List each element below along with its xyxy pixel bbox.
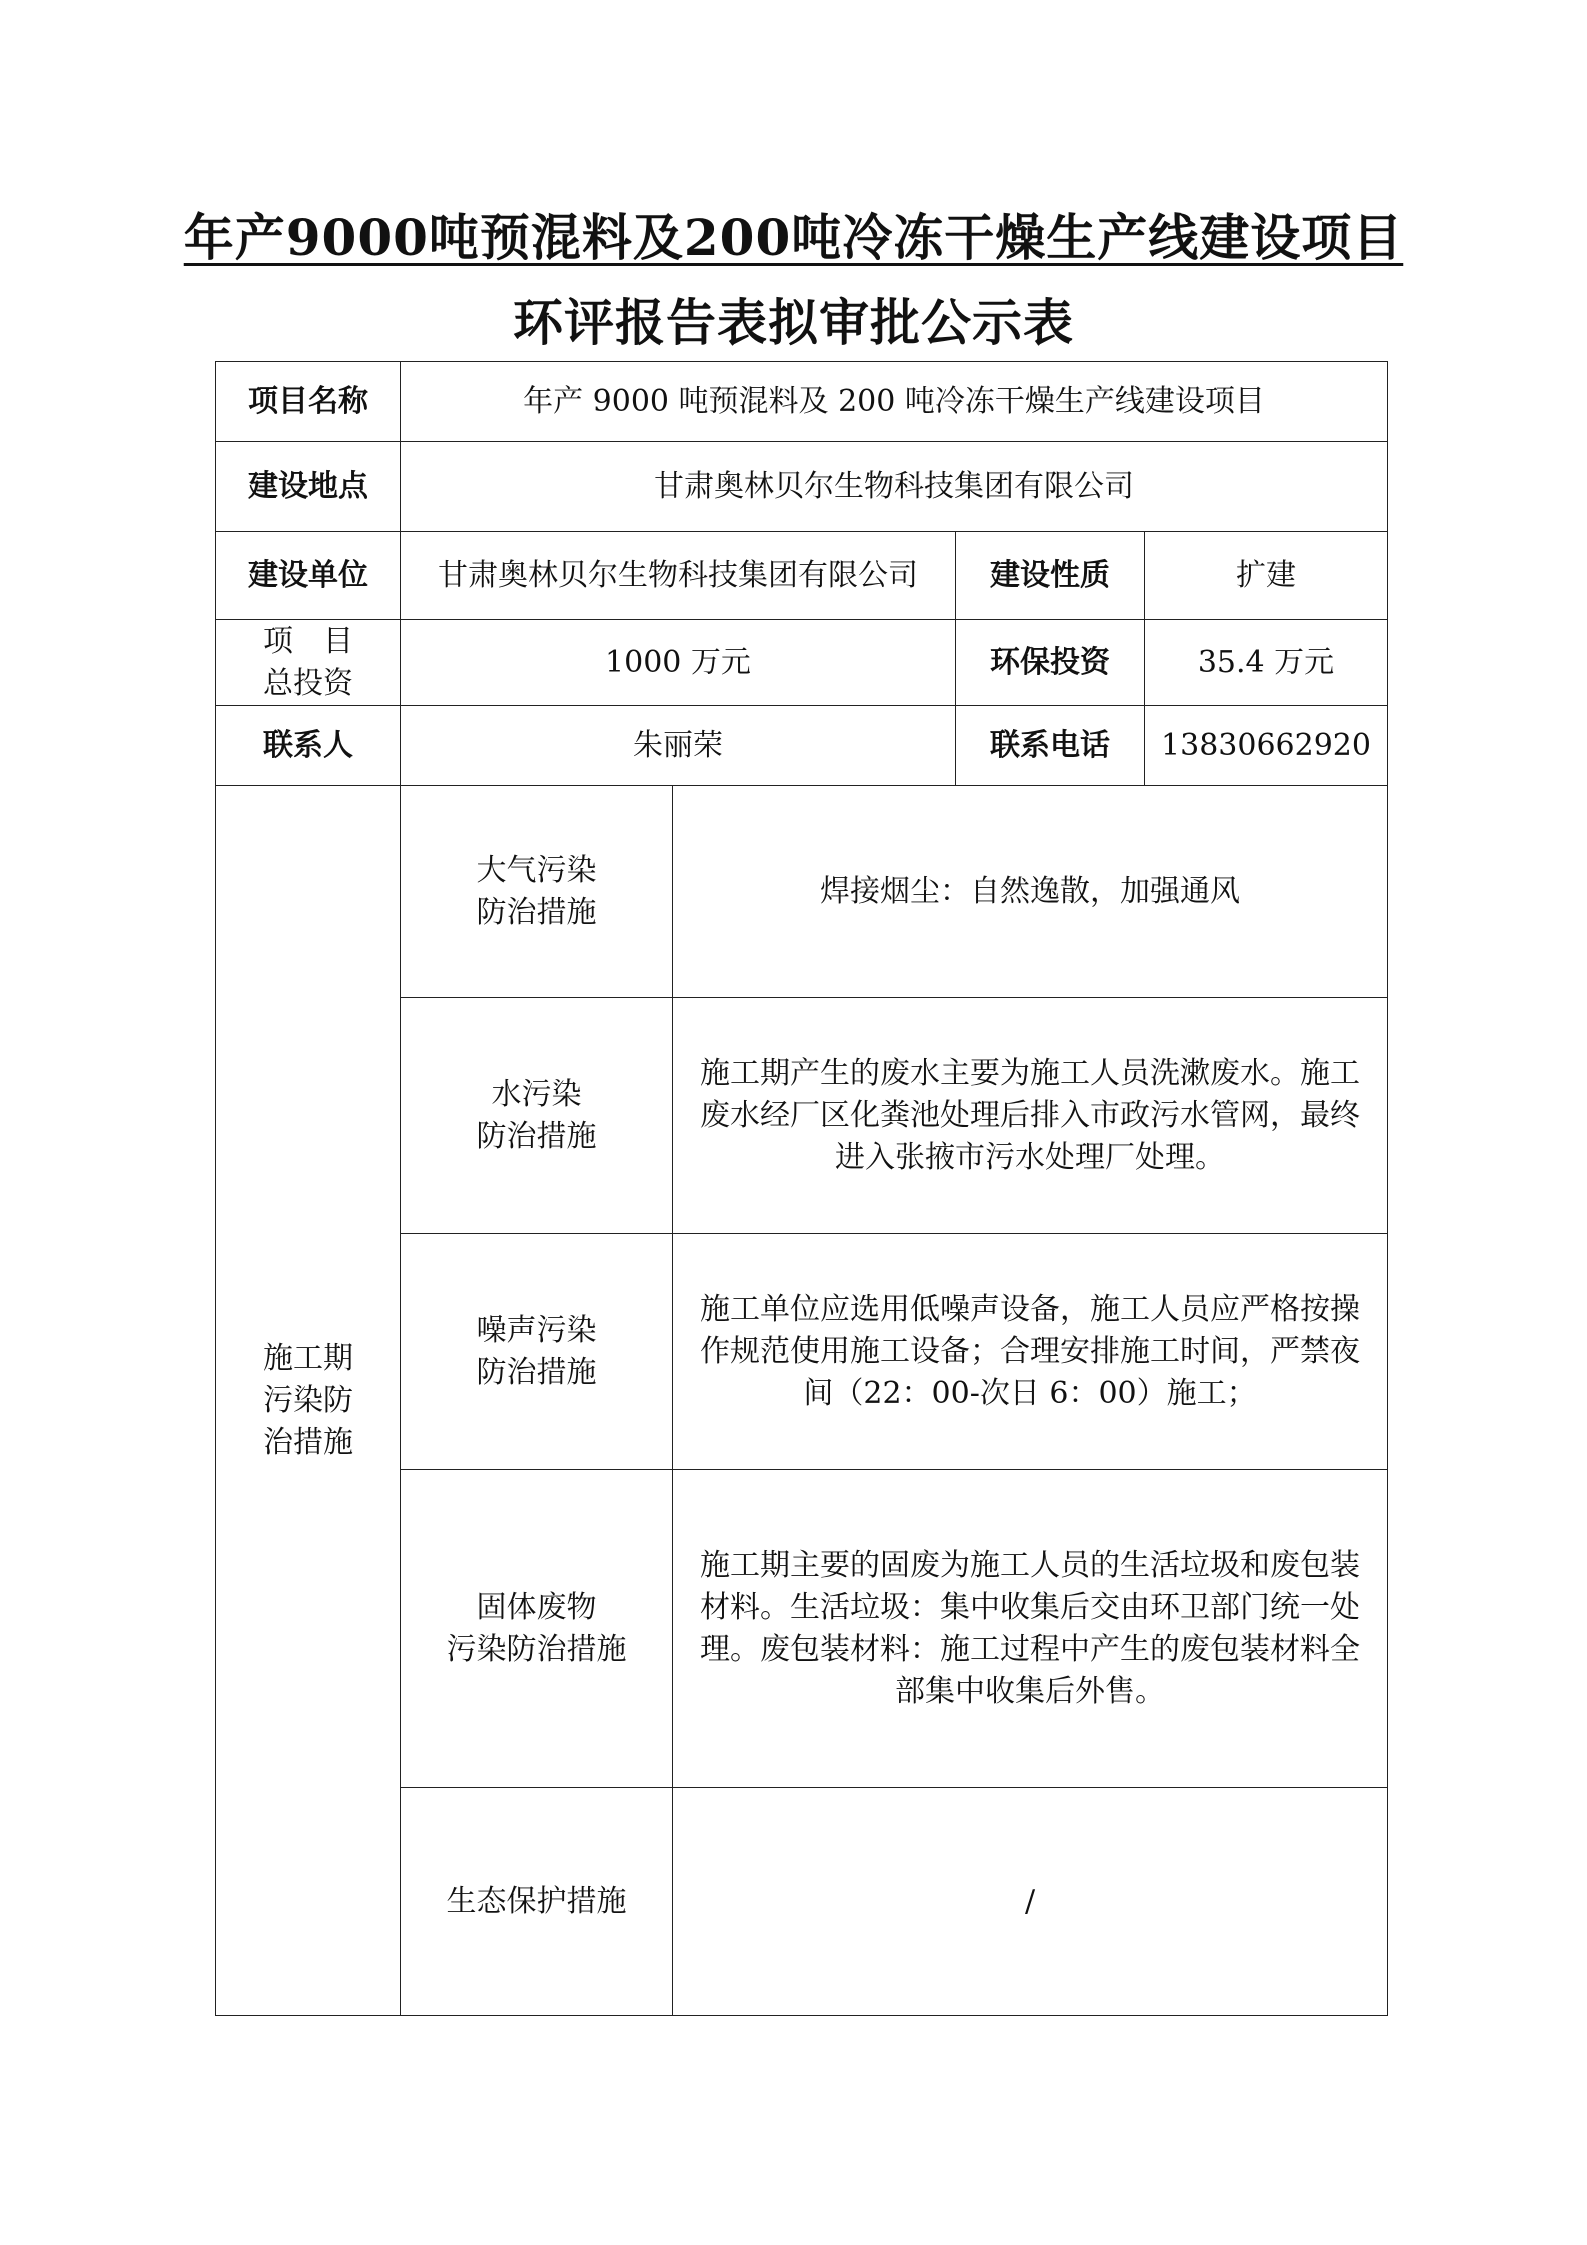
ecology-label-line1: 生态保护措施 [446, 1883, 627, 1919]
air-measure-text: 焊接烟尘：自然逸散，加强通风 [673, 786, 1388, 998]
water-label-line2: 防治措施 [476, 1118, 597, 1154]
solid-waste-measure-label [401, 1470, 673, 1788]
location-label: 建设地点 [216, 442, 401, 532]
table-row [216, 362, 1388, 442]
phone-value: 13830662920 [1145, 706, 1388, 786]
contact-value: 朱丽荣 [401, 706, 956, 786]
air-measure-label [401, 786, 673, 998]
water-measure-text: 施工期产生的废水主要为施工人员洗漱废水。施工废水经厂区化粪池处理后排入市政污水管网，最终进入张掖市污水处理厂处理。 [673, 998, 1388, 1234]
solid-label-line2: 污染防治措施 [446, 1631, 627, 1667]
nature-label: 建设性质 [956, 532, 1145, 620]
solid-waste-measure-text: 施工期主要的固废为施工人员的生活垃圾和废包装材料。生活垃圾：集中收集后交由环卫部门统一处理。废包装材料：施工过程中产生的废包装材料全部集中收集后外售。 [673, 1470, 1388, 1788]
unit-value: 甘肃奥林贝尔生物科技集团有限公司 [401, 532, 956, 620]
document-subtitle: 环评报告表拟审批公示表 [513, 293, 1074, 352]
table-row [216, 620, 1388, 706]
nature-value: 扩建 [1145, 532, 1388, 620]
noise-measure-label [401, 1234, 673, 1470]
investment-value: 1000 万元 [401, 620, 956, 706]
project-name-value: 年产 9000 吨预混料及 200 吨冷冻干燥生产线建设项目 [401, 362, 1388, 442]
noise-measure-text: 施工单位应选用低噪声设备，施工人员应严格按操作规范使用施工设备；合理安排施工时间，严禁夜间（22：00-次日 6：00）施工； [673, 1234, 1388, 1470]
water-measure-label [401, 998, 673, 1234]
air-label-line2: 防治措施 [476, 894, 597, 930]
table-row [216, 442, 1388, 532]
noise-label-line2: 防治措施 [476, 1354, 597, 1390]
air-label-line1: 大气污染 [476, 852, 597, 888]
construction-label-line2: 污染防 [263, 1382, 353, 1418]
approval-form-table [215, 361, 1388, 2016]
investment-label-line1: 项 目 [263, 623, 353, 659]
table-row [216, 532, 1388, 620]
noise-label-line1: 噪声污染 [476, 1312, 597, 1348]
project-name-label: 项目名称 [216, 362, 401, 442]
water-label-line1: 水污染 [491, 1076, 582, 1112]
investment-label-line2: 总投资 [263, 665, 353, 701]
solid-label-line1: 固体废物 [476, 1589, 597, 1625]
ecology-measure-text: / [673, 1788, 1388, 2016]
document-title: 年产9000吨预混料及200吨冷冻干燥生产线建设项目 [183, 208, 1404, 267]
construction-label-line3: 治措施 [263, 1424, 353, 1460]
table-row [216, 786, 1388, 998]
construction-period-label [216, 786, 401, 2016]
table-row [216, 706, 1388, 786]
phone-label: 联系电话 [956, 706, 1145, 786]
investment-label [216, 620, 401, 706]
ecology-measure-label [401, 1788, 673, 2016]
env-investment-value: 35.4 万元 [1145, 620, 1388, 706]
location-value: 甘肃奥林贝尔生物科技集团有限公司 [401, 442, 1388, 532]
contact-label: 联系人 [216, 706, 401, 786]
unit-label: 建设单位 [216, 532, 401, 620]
env-investment-label: 环保投资 [956, 620, 1145, 706]
construction-label-line1: 施工期 [263, 1340, 353, 1376]
